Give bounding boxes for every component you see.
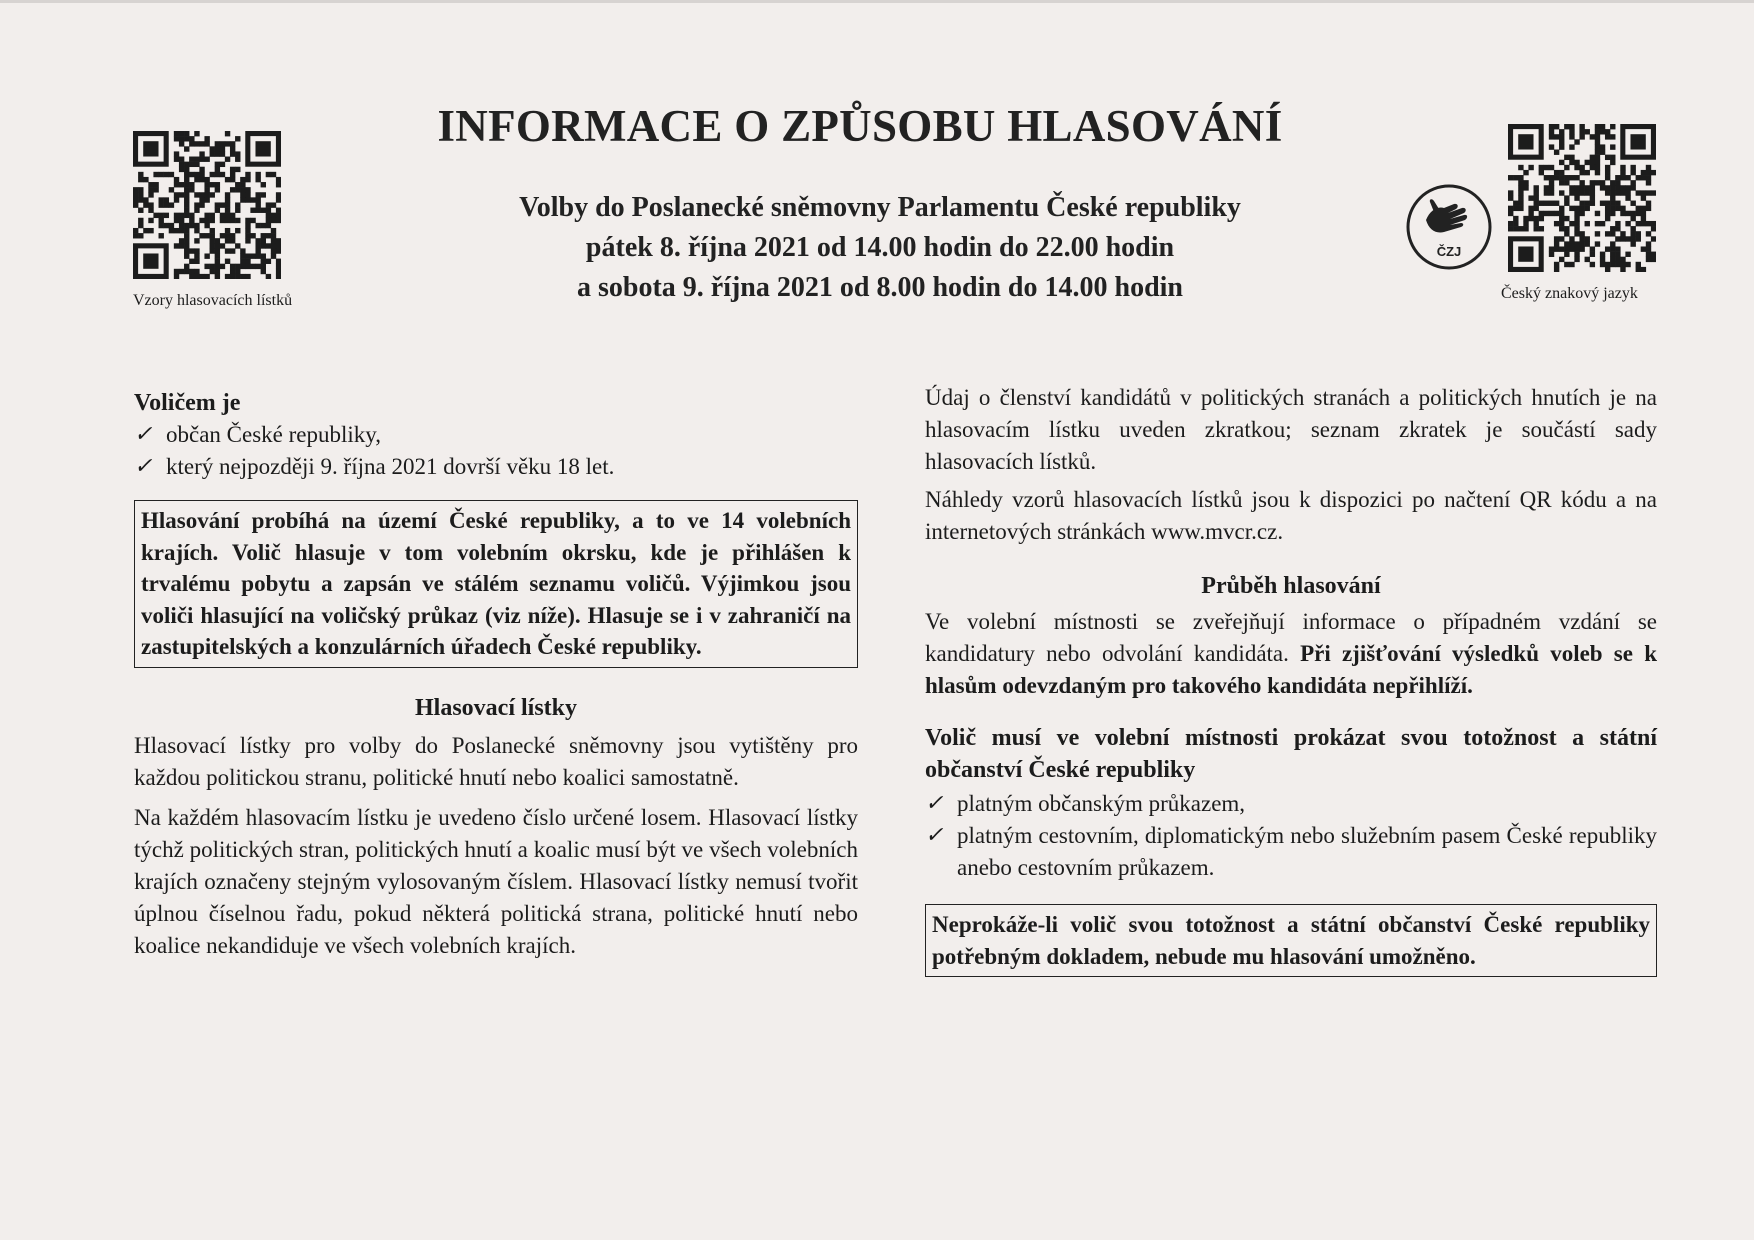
voter-item-text: který nejpozději 9. října 2021 dovrší věku 18 let.	[166, 454, 615, 479]
subtitle-friday: pátek 8. října 2021 od 14.00 hodin do 22.00 hodin	[585, 232, 1175, 263]
page-title: INFORMACE O ZPŮSOBU HLASOVÁNÍ	[437, 101, 1283, 151]
check-icon: ✓	[925, 823, 944, 848]
identity-item	[925, 788, 1657, 820]
voter-item	[134, 451, 858, 483]
preview-paragraph: Náhledy vzorů hlasovacích lístků jsou k dispozici po načtení QR kódu a na internetových stránkách www.mvcr.cz.	[925, 487, 1657, 544]
voter-heading: Voličem je	[134, 390, 241, 416]
sign-language-hands-icon	[1404, 182, 1494, 272]
check-icon: ✓	[134, 454, 153, 479]
voting-territory-box: Hlasování probíhá na území České republiky, a to ve 14 volebních krajích. Volič hlasuje v tom volebním okrsku, kde je přihlášen k trvalému pobytu a zapsán ve stálém seznamu voličů. Výjimkou jsou voliči hlasující na voličský průkaz (viz níže). Hlasuje se i v zahraničí na zastupitelských a konzulárních úřadech České republiky.	[134, 500, 858, 668]
qr-right-caption: Český znakový jazyk	[1501, 285, 1638, 302]
ballots-heading: Hlasovací lístky	[414, 694, 577, 721]
voter-item-text: občan České republiky,	[166, 422, 382, 447]
process-text: Ve volební místnosti se zveřejňují informace o případném vzdání se kandidatury nebo odvolání kandidáta.	[925, 609, 1657, 666]
process-heading: Průběh hlasování	[1201, 573, 1381, 599]
sign-language-logo	[1404, 182, 1494, 272]
subtitle-saturday: a sobota 9. října 2021 od 8.00 hodin do 14.00 hodin	[576, 272, 1184, 303]
voter-item	[134, 419, 858, 451]
qr-code-ballot-samples[interactable]	[133, 131, 281, 279]
left-column	[134, 387, 858, 962]
ballots-paragraph-2: Na každém hlasovacím lístku je uvedeno číslo určené losem. Hlasovací lístky týchž politických stran, politických hnutí a koalic musí být ve všech volebních krajích označeny stejným vylosovaným číslem. Hlasovací lístky nemusí tvořit úplnou číselnou řadu, pokud některá politická strana, politické hnutí nebo koalice nekandiduje ve všech volebních krajích.	[134, 804, 858, 958]
qr-code-sign-language[interactable]	[1508, 124, 1656, 272]
identity-item	[925, 820, 1657, 884]
process-paragraph	[925, 606, 1657, 702]
identity-heading: Volič musí ve volební místnosti prokázat svou totožnost a státní občanství České republiky	[925, 725, 1657, 783]
subtitle-election: Volby do Poslanecké sněmovny Parlamentu České republiky	[519, 192, 1241, 223]
qr-left-caption: Vzory hlasovacích lístků	[133, 292, 293, 309]
check-icon: ✓	[134, 422, 153, 447]
ballots-paragraph-1: Hlasovací lístky pro volby do Poslanecké sněmovny jsou vytištěny pro každou politickou stranu, politické hnutí nebo koalici samostatně.	[134, 732, 858, 790]
identity-item-text: platným cestovním, diplomatickým nebo služebním pasem České republiky anebo cestovním průkazem.	[957, 823, 1657, 880]
right-column	[925, 382, 1657, 977]
page-edge	[0, 0, 1754, 3]
identity-warning-box: Neprokáže-li volič svou totožnost a státní občanství České republiky potřebným dokladem, nebude mu hlasování umožněno.	[925, 904, 1657, 977]
identity-item-text: platným občanským průkazem,	[957, 791, 1246, 816]
check-icon: ✓	[925, 791, 944, 816]
process-text-bold: Při zjišťování výsledků voleb se k hlasům odevzdaným pro takového kandidáta nepřihlíží.	[925, 641, 1657, 698]
logo-text: ČZJ	[1436, 244, 1462, 259]
membership-paragraph: Údaj o členství kandidátů v politických stranách a politických hnutích je na hlasovacím lístku uveden zkratkou; seznam zkratek je součástí sady hlasovacích lístků.	[925, 385, 1657, 474]
